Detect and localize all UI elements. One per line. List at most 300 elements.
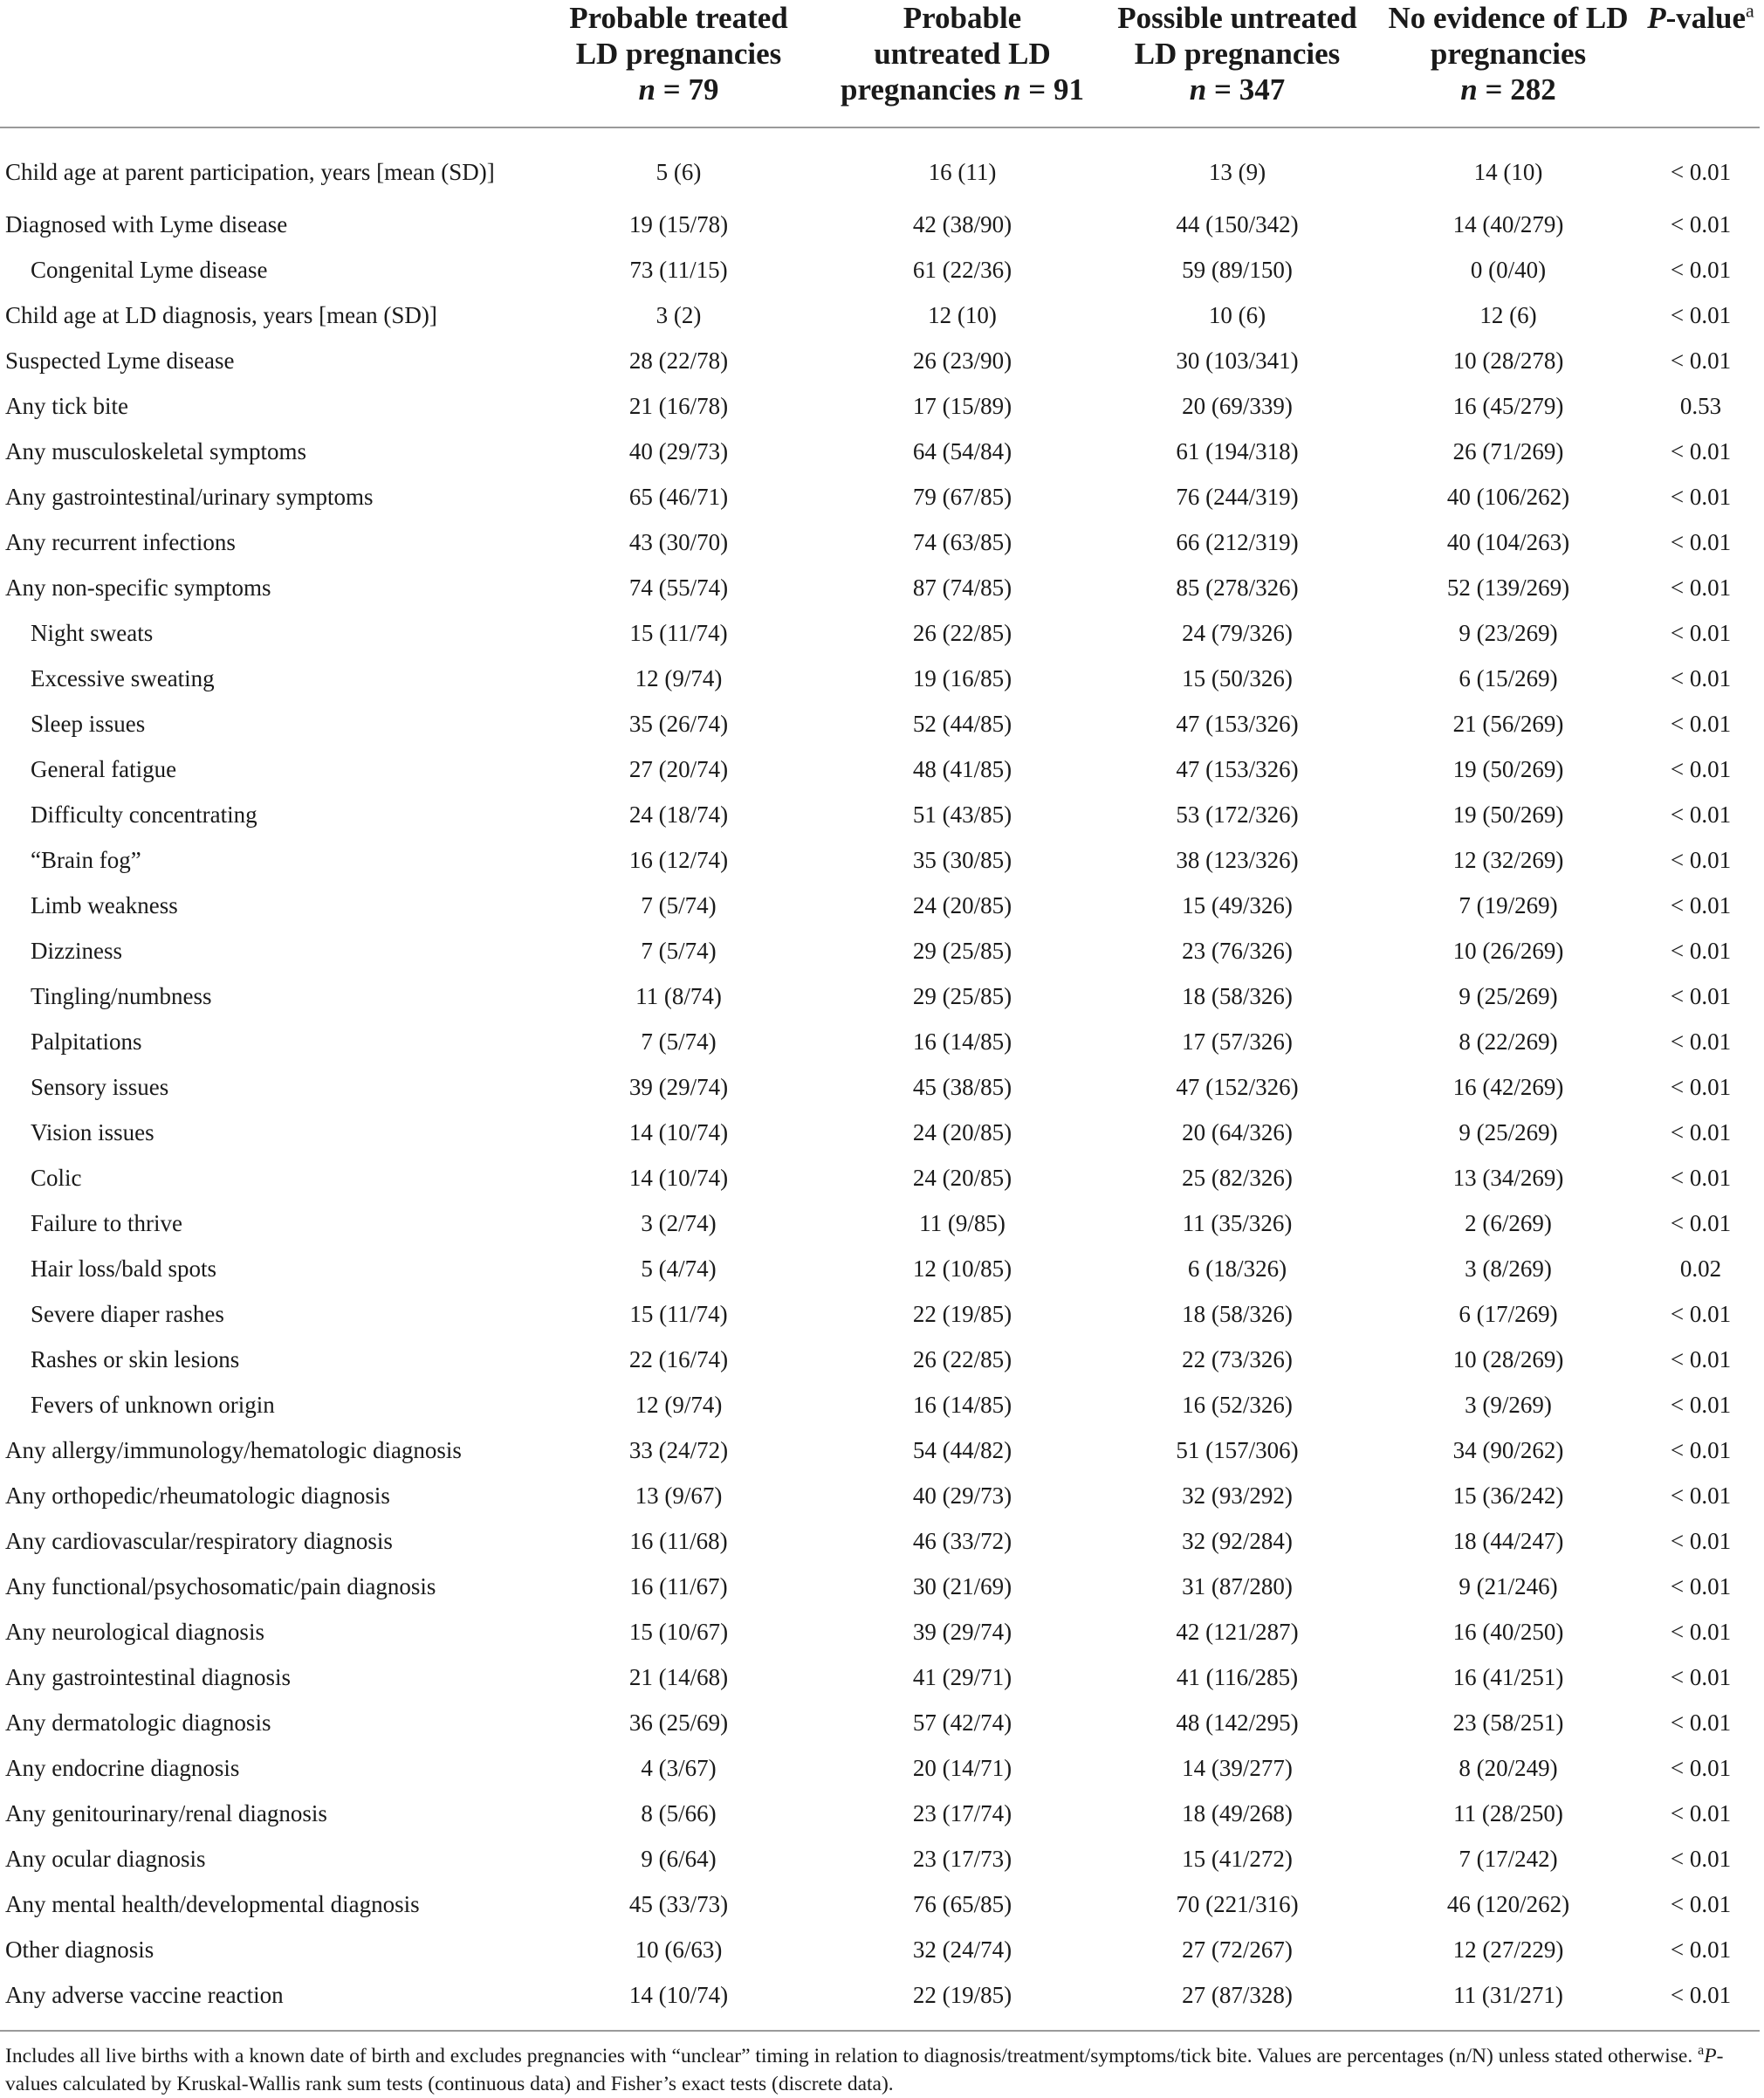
row-label: Severe diaper rashes — [31, 1300, 224, 1327]
value-cell: 26 (23/90) — [912, 347, 1012, 374]
value-cell: 25 (82/326) — [1182, 1164, 1293, 1191]
value-cell: 16 (40/250) — [1452, 1618, 1564, 1645]
value-cell: 76 (244/319) — [1176, 483, 1299, 510]
table-header — [0, 0, 1760, 127]
value-cell: 15 (50/326) — [1182, 664, 1293, 691]
value-cell: 54 (44/82) — [912, 1436, 1012, 1463]
row-label: Tingling/numbness — [31, 982, 212, 1009]
table-row — [0, 1791, 1760, 1836]
p-value-cell: < 0.01 — [1670, 301, 1732, 328]
value-cell: 14 (10) — [1473, 158, 1543, 185]
value-cell: 7 (5/74) — [641, 891, 717, 918]
p-value-cell: < 0.01 — [1670, 846, 1732, 873]
value-cell: 47 (153/326) — [1176, 710, 1299, 737]
value-cell: 16 (12/74) — [628, 846, 729, 873]
footnote-text-2: -values calculated by Kruskal-Wallis rank sum tests (continuous data) and Fisher’s exact tests (discrete data). — [5, 2045, 1724, 2095]
table-row — [0, 1564, 1760, 1609]
header-row — [0, 0, 1760, 127]
value-cell: 52 (44/85) — [912, 710, 1012, 737]
p-value-cell: < 0.01 — [1670, 1527, 1732, 1554]
value-cell: 70 (221/316) — [1176, 1890, 1299, 1917]
value-cell: 46 (33/72) — [912, 1527, 1012, 1554]
value-cell: 12 (10) — [928, 301, 997, 328]
value-cell: 10 (28/278) — [1452, 347, 1564, 374]
value-cell: 38 (123/326) — [1176, 846, 1299, 873]
value-cell: 24 (20/85) — [912, 1164, 1012, 1191]
p-value-cell: < 0.01 — [1670, 1754, 1732, 1781]
table-row — [0, 746, 1760, 792]
value-cell: 44 (150/342) — [1176, 210, 1299, 237]
row-label: Difficulty concentrating — [31, 801, 257, 828]
value-cell: 51 (43/85) — [912, 801, 1012, 828]
value-cell: 21 (14/68) — [628, 1663, 729, 1690]
table-footnote — [5, 2042, 1751, 2098]
value-cell: 5 (4/74) — [641, 1255, 717, 1282]
value-cell: 74 (63/85) — [912, 528, 1012, 555]
row-label: Vision issues — [31, 1118, 154, 1145]
p-value-cell: < 0.01 — [1670, 437, 1732, 464]
table-row — [0, 610, 1760, 656]
value-cell: 6 (18/326) — [1187, 1255, 1287, 1282]
value-cell: 27 (20/74) — [628, 755, 729, 782]
table-row — [0, 701, 1760, 746]
value-cell: 19 (16/85) — [912, 664, 1012, 691]
value-cell: 18 (44/247) — [1452, 1527, 1564, 1554]
value-cell: 19 (50/269) — [1452, 755, 1564, 782]
row-label: Night sweats — [31, 619, 154, 646]
table-row — [0, 1291, 1760, 1337]
table-row — [0, 1700, 1760, 1745]
row-label: Child age at LD diagnosis, years [mean (SD)] — [5, 301, 437, 328]
value-cell: 16 (14/85) — [912, 1391, 1012, 1418]
value-cell: 6 (15/269) — [1459, 664, 1558, 691]
footnote-italic-p: P — [1704, 2045, 1717, 2067]
table-row — [0, 565, 1760, 610]
row-label: Limb weakness — [31, 891, 178, 918]
value-cell: 30 (103/341) — [1176, 347, 1299, 374]
table-body — [0, 127, 1760, 2031]
table-row — [0, 1110, 1760, 1155]
value-cell: 11 (28/250) — [1453, 1799, 1563, 1826]
row-label: Failure to thrive — [31, 1209, 182, 1236]
p-value-cell: < 0.01 — [1670, 1345, 1732, 1372]
value-cell: 42 (38/90) — [912, 210, 1012, 237]
value-cell: 32 (24/74) — [912, 1936, 1012, 1963]
value-cell: 23 (17/74) — [912, 1799, 1012, 1826]
value-cell: 24 (20/85) — [912, 1118, 1012, 1145]
row-label: Any endocrine diagnosis — [5, 1754, 240, 1781]
value-cell: 15 (41/272) — [1182, 1845, 1293, 1872]
value-cell: 26 (22/85) — [912, 1345, 1012, 1372]
column-header-1 — [532, 0, 825, 127]
value-cell: 14 (40/279) — [1452, 210, 1564, 237]
value-cell: 28 (22/78) — [628, 347, 729, 374]
value-cell: 13 (9/67) — [635, 1482, 723, 1509]
value-cell: 79 (67/85) — [912, 483, 1012, 510]
table-row — [0, 973, 1760, 1019]
value-cell: 74 (55/74) — [628, 574, 729, 601]
value-cell: 12 (32/269) — [1452, 846, 1564, 873]
value-cell: 40 (104/263) — [1446, 528, 1570, 555]
value-cell: 48 (142/295) — [1176, 1709, 1299, 1736]
row-label: Other diagnosis — [5, 1936, 154, 1963]
table-row — [0, 1836, 1760, 1881]
p-value-cell: < 0.01 — [1670, 982, 1732, 1009]
table-row — [0, 429, 1760, 474]
table-row — [0, 338, 1760, 383]
value-cell: 36 (25/69) — [628, 1709, 729, 1736]
table-row — [0, 1881, 1760, 1927]
value-cell: 16 (52/326) — [1182, 1391, 1293, 1418]
value-cell: 46 (120/262) — [1446, 1890, 1570, 1917]
value-cell: 61 (22/36) — [912, 256, 1012, 283]
value-cell: 35 (30/85) — [912, 846, 1012, 873]
row-label: Any mental health/developmental diagnosis — [5, 1890, 420, 1917]
row-label: Rashes or skin lesions — [31, 1345, 240, 1372]
value-cell: 11 (31/271) — [1375, 1972, 1642, 2031]
value-cell: 9 (23/269) — [1459, 619, 1558, 646]
value-cell: 40 (29/73) — [912, 1482, 1012, 1509]
value-cell: 13 (9) — [1208, 158, 1266, 185]
value-cell: 12 (6) — [1479, 301, 1537, 328]
value-cell: 17 (15/89) — [912, 392, 1012, 419]
value-cell: 47 (152/326) — [1176, 1073, 1299, 1100]
value-cell: 39 (29/74) — [912, 1618, 1012, 1645]
value-cell: 87 (74/85) — [912, 574, 1012, 601]
value-cell: 6 (17/269) — [1459, 1300, 1558, 1327]
table-row — [0, 1155, 1760, 1200]
value-cell: 29 (25/85) — [912, 937, 1012, 964]
value-cell: 4 (3/67) — [641, 1754, 717, 1781]
row-label: Any functional/psychosomatic/pain diagnosis — [5, 1572, 436, 1599]
column-header-line: Possible untreated — [1117, 1, 1357, 35]
row-label: Any tick bite — [5, 392, 128, 419]
table-row — [0, 1427, 1760, 1473]
row-label: Sleep issues — [31, 710, 146, 737]
value-cell: 12 (10/85) — [912, 1255, 1012, 1282]
p-value-cell: < 0.01 — [1670, 256, 1732, 283]
value-cell: 12 (9/74) — [635, 664, 723, 691]
value-cell: 73 (11/15) — [629, 256, 728, 283]
value-cell: 57 (42/74) — [912, 1709, 1012, 1736]
value-cell: 15 (11/74) — [629, 619, 728, 646]
row-label: Diagnosed with Lyme disease — [5, 210, 288, 237]
value-cell: 65 (46/71) — [628, 483, 729, 510]
row-label: Excessive sweating — [31, 664, 215, 691]
value-cell: 45 (38/85) — [912, 1073, 1012, 1100]
row-label: Fevers of unknown origin — [31, 1391, 275, 1418]
column-header-line: LD pregnancies — [1134, 37, 1341, 71]
p-value-cell: < 0.01 — [1670, 1482, 1732, 1509]
value-cell: 3 (9/269) — [1465, 1391, 1552, 1418]
p-value-cell: < 0.01 — [1670, 891, 1732, 918]
column-header-0 — [0, 0, 532, 127]
p-value-cell: < 0.01 — [1670, 801, 1732, 828]
value-cell: 66 (212/319) — [1176, 528, 1299, 555]
value-cell: 23 (58/251) — [1452, 1709, 1564, 1736]
value-cell: 64 (54/84) — [912, 437, 1012, 464]
value-cell: 9 (6/64) — [641, 1845, 717, 1872]
value-cell: 15 (10/67) — [628, 1618, 729, 1645]
value-cell: 32 (92/284) — [1182, 1527, 1293, 1554]
p-value-cell: < 0.01 — [1670, 158, 1732, 185]
table-row — [0, 474, 1760, 519]
column-header-line: n = 282 — [1460, 72, 1556, 107]
value-cell: 59 (89/150) — [1182, 256, 1293, 283]
value-cell: 11 (8/74) — [635, 982, 722, 1009]
table-row — [0, 127, 1760, 202]
value-cell: 16 (11/67) — [629, 1572, 728, 1599]
value-cell: 23 (17/73) — [912, 1845, 1012, 1872]
value-cell: 16 (42/269) — [1452, 1073, 1564, 1100]
value-cell: 27 (72/267) — [1182, 1936, 1293, 1963]
row-label: Any allergy/immunology/hematologic diagnosis — [5, 1436, 462, 1463]
value-cell: 16 (11) — [928, 158, 997, 185]
value-cell: 16 (45/279) — [1452, 392, 1564, 419]
value-cell: 19 (15/78) — [628, 210, 729, 237]
p-value-cell: < 0.01 — [1670, 1118, 1732, 1145]
row-label: Any ocular diagnosis — [5, 1845, 206, 1872]
value-cell: 34 (90/262) — [1452, 1436, 1564, 1463]
column-header-5 — [1642, 0, 1760, 127]
table-row — [0, 202, 1760, 247]
p-value-cell: < 0.01 — [1670, 1845, 1732, 1872]
footnote-text-1: Includes all live births with a known date of birth and excludes pregnancies with “unclear” timing in relation to diagnosis/treatment/symptoms/tick bite. Values are percentages (n/N) unless stated otherwise. — [5, 2045, 1699, 2067]
row-label: “Brain fog” — [31, 846, 141, 873]
column-header-line: LD pregnancies — [575, 37, 782, 71]
value-cell: 76 (65/85) — [912, 1890, 1012, 1917]
value-cell: 10 (6) — [1208, 301, 1266, 328]
p-value-cell: < 0.01 — [1670, 1890, 1732, 1917]
table-row — [0, 1019, 1760, 1064]
table-row — [0, 1246, 1760, 1291]
row-label: Hair loss/bald spots — [31, 1255, 216, 1282]
value-cell: 9 (25/269) — [1459, 982, 1558, 1009]
p-value-cell: < 0.01 — [1670, 1436, 1732, 1463]
row-label: Any recurrent infections — [5, 528, 236, 555]
column-header-line: pregnancies — [1430, 37, 1587, 71]
value-cell: 53 (172/326) — [1176, 801, 1299, 828]
table-row — [0, 837, 1760, 883]
value-cell: 16 (14/85) — [912, 1028, 1012, 1055]
row-label: Any gastrointestinal diagnosis — [5, 1663, 291, 1690]
value-cell: 24 (20/85) — [912, 891, 1012, 918]
column-header-3 — [1100, 0, 1375, 127]
value-cell: 47 (153/326) — [1176, 755, 1299, 782]
p-value-cell: < 0.01 — [1670, 210, 1732, 237]
value-cell: 39 (29/74) — [628, 1073, 729, 1100]
value-cell: 15 (11/74) — [629, 1300, 728, 1327]
value-cell: 23 (76/326) — [1182, 937, 1293, 964]
value-cell: 27 (87/328) — [1100, 1972, 1375, 2031]
p-value-cell: < 0.01 — [1670, 1799, 1732, 1826]
value-cell: 15 (49/326) — [1182, 891, 1293, 918]
value-cell: 13 (34/269) — [1452, 1164, 1564, 1191]
value-cell: 22 (19/85) — [825, 1972, 1100, 2031]
value-cell: 24 (18/74) — [628, 801, 729, 828]
value-cell: 3 (8/269) — [1465, 1255, 1552, 1282]
p-value-cell: < 0.01 — [1670, 1209, 1732, 1236]
row-label: Sensory issues — [31, 1073, 169, 1100]
column-header-line: untreated LD — [874, 37, 1051, 71]
value-cell: 10 (6/63) — [635, 1936, 723, 1963]
p-value-cell: < 0.01 — [1670, 1572, 1732, 1599]
column-header-line: P-value$^a$ — [1647, 0, 1754, 35]
value-cell: 9 (21/246) — [1459, 1572, 1558, 1599]
row-label: Suspected Lyme disease — [5, 347, 235, 374]
value-cell: 40 (29/73) — [628, 437, 729, 464]
value-cell: 18 (58/326) — [1182, 982, 1293, 1009]
p-value-cell: < 0.01 — [1670, 1936, 1732, 1963]
p-value-cell: < 0.01 — [1670, 755, 1732, 782]
value-cell: 15 (36/242) — [1452, 1482, 1564, 1509]
table-row — [0, 1609, 1760, 1654]
value-cell: 48 (41/85) — [912, 755, 1012, 782]
column-header-4 — [1375, 0, 1642, 127]
value-cell: 10 (26/269) — [1452, 937, 1564, 964]
value-cell: 14 (10/74) — [628, 1164, 729, 1191]
column-header-line: Probable treated — [569, 1, 788, 35]
row-label: Any orthopedic/rheumatologic diagnosis — [5, 1482, 390, 1509]
row-label: Child age at parent participation, years [mean (SD)] — [5, 158, 495, 185]
value-cell: 18 (58/326) — [1182, 1300, 1293, 1327]
p-value-cell: < 0.01 — [1670, 528, 1732, 555]
table-row — [0, 883, 1760, 928]
table-row — [0, 1064, 1760, 1110]
p-value-cell: < 0.01 — [1670, 483, 1732, 510]
row-label: Any gastrointestinal/urinary symptoms — [5, 483, 374, 510]
value-cell: 32 (93/292) — [1182, 1482, 1293, 1509]
row-label: Any cardiovascular/respiratory diagnosis — [5, 1527, 393, 1554]
p-value-cell: 0.53 — [1679, 392, 1722, 419]
p-value-cell: < 0.01 — [1670, 1391, 1732, 1418]
value-cell: 51 (157/306) — [1176, 1436, 1299, 1463]
table-row — [0, 1927, 1760, 1972]
table-row — [0, 1745, 1760, 1791]
value-cell: 42 (121/287) — [1176, 1618, 1299, 1645]
value-cell: 7 (17/242) — [1459, 1845, 1558, 1872]
column-header-line: pregnancies n = 91 — [841, 72, 1084, 107]
value-cell: 11 (9/85) — [919, 1209, 1006, 1236]
value-cell: 12 (9/74) — [635, 1391, 723, 1418]
table-row — [0, 792, 1760, 837]
p-value-cell: < 0.01 — [1670, 1028, 1732, 1055]
value-cell: 21 (16/78) — [628, 392, 729, 419]
p-value-cell: < 0.01 — [1670, 1073, 1732, 1100]
row-label: Congenital Lyme disease — [31, 256, 268, 283]
column-header-line: n = 347 — [1189, 72, 1286, 107]
value-cell: 8 (5/66) — [641, 1799, 717, 1826]
table-row — [0, 519, 1760, 565]
value-cell: 41 (116/285) — [1176, 1663, 1299, 1690]
value-cell: 26 (22/85) — [912, 619, 1012, 646]
value-cell: 16 (11/68) — [629, 1527, 728, 1554]
column-header-line: No evidence of LD — [1388, 1, 1629, 35]
p-value-cell: < 0.01 — [1670, 710, 1732, 737]
table-row — [0, 1518, 1760, 1564]
row-label: Any dermatologic diagnosis — [5, 1709, 271, 1736]
p-value-cell: < 0.01 — [1670, 937, 1732, 964]
table-row — [0, 1972, 1760, 2031]
value-cell: 3 (2) — [655, 301, 702, 328]
value-cell: 40 (106/262) — [1446, 483, 1570, 510]
p-value-cell: < 0.01 — [1670, 1300, 1732, 1327]
value-cell: 52 (139/269) — [1446, 574, 1570, 601]
value-cell: 7 (19/269) — [1459, 891, 1558, 918]
value-cell: 17 (57/326) — [1182, 1028, 1293, 1055]
value-cell: 45 (33/73) — [628, 1890, 729, 1917]
value-cell: 0 (0/40) — [1470, 256, 1547, 283]
p-value-cell: < 0.01 — [1670, 1663, 1732, 1690]
value-cell: 22 (16/74) — [628, 1345, 729, 1372]
value-cell: 43 (30/70) — [628, 528, 729, 555]
value-cell: 20 (69/339) — [1182, 392, 1293, 419]
table-row — [0, 928, 1760, 973]
table-row — [0, 656, 1760, 701]
value-cell: 35 (26/74) — [628, 710, 729, 737]
table-row — [0, 1200, 1760, 1246]
row-label: Colic — [31, 1164, 82, 1191]
value-cell: 21 (56/269) — [1452, 710, 1564, 737]
p-value-cell: 0.02 — [1679, 1255, 1722, 1282]
p-value-cell: < 0.01 — [1670, 347, 1732, 374]
row-label: Any genitourinary/renal diagnosis — [5, 1799, 327, 1826]
p-value-cell: < 0.01 — [1670, 664, 1732, 691]
table-row — [0, 1337, 1760, 1382]
value-cell: 7 (5/74) — [641, 1028, 717, 1055]
value-cell: 85 (278/326) — [1176, 574, 1299, 601]
table-row — [0, 1382, 1760, 1427]
row-label: Any adverse vaccine reaction — [0, 1972, 532, 2031]
row-label: Palpitations — [31, 1028, 142, 1055]
value-cell: 14 (10/74) — [532, 1972, 825, 2031]
value-cell: 18 (49/268) — [1182, 1799, 1293, 1826]
p-value-cell: < 0.01 — [1670, 1618, 1732, 1645]
value-cell: 5 (6) — [655, 158, 702, 185]
row-label: Any musculoskeletal symptoms — [5, 437, 306, 464]
value-cell: 26 (71/269) — [1452, 437, 1564, 464]
value-cell: 31 (87/280) — [1182, 1572, 1293, 1599]
value-cell: 8 (20/249) — [1459, 1754, 1558, 1781]
row-label: Any non-specific symptoms — [5, 574, 271, 601]
value-cell: 24 (79/326) — [1182, 619, 1293, 646]
value-cell: 16 (41/251) — [1452, 1663, 1564, 1690]
row-label: Any neurological diagnosis — [5, 1618, 264, 1645]
p-value-cell: < 0.01 — [1670, 574, 1732, 601]
value-cell: 2 (6/269) — [1465, 1209, 1552, 1236]
value-cell: 12 (27/229) — [1452, 1936, 1564, 1963]
p-value-cell: < 0.01 — [1670, 1164, 1732, 1191]
table-row — [0, 247, 1760, 292]
row-label: General fatigue — [31, 755, 177, 782]
value-cell: 9 (25/269) — [1459, 1118, 1558, 1145]
value-cell: 14 (39/277) — [1182, 1754, 1293, 1781]
p-value-cell: < 0.01 — [1670, 619, 1732, 646]
value-cell: 20 (14/71) — [912, 1754, 1012, 1781]
p-value-cell: < 0.01 — [1642, 1972, 1760, 2031]
value-cell: 19 (50/269) — [1452, 801, 1564, 828]
p-value-cell: < 0.01 — [1670, 1709, 1732, 1736]
column-header-line: Probable — [903, 1, 1022, 35]
value-cell: 11 (35/326) — [1182, 1209, 1293, 1236]
value-cell: 33 (24/72) — [628, 1436, 729, 1463]
header-superscript: a — [1746, 0, 1754, 22]
value-cell: 14 (10/74) — [628, 1118, 729, 1145]
value-cell: 61 (194/318) — [1176, 437, 1299, 464]
value-cell: 41 (29/71) — [912, 1663, 1012, 1690]
value-cell: 22 (19/85) — [912, 1300, 1012, 1327]
value-cell: 29 (25/85) — [912, 982, 1012, 1009]
